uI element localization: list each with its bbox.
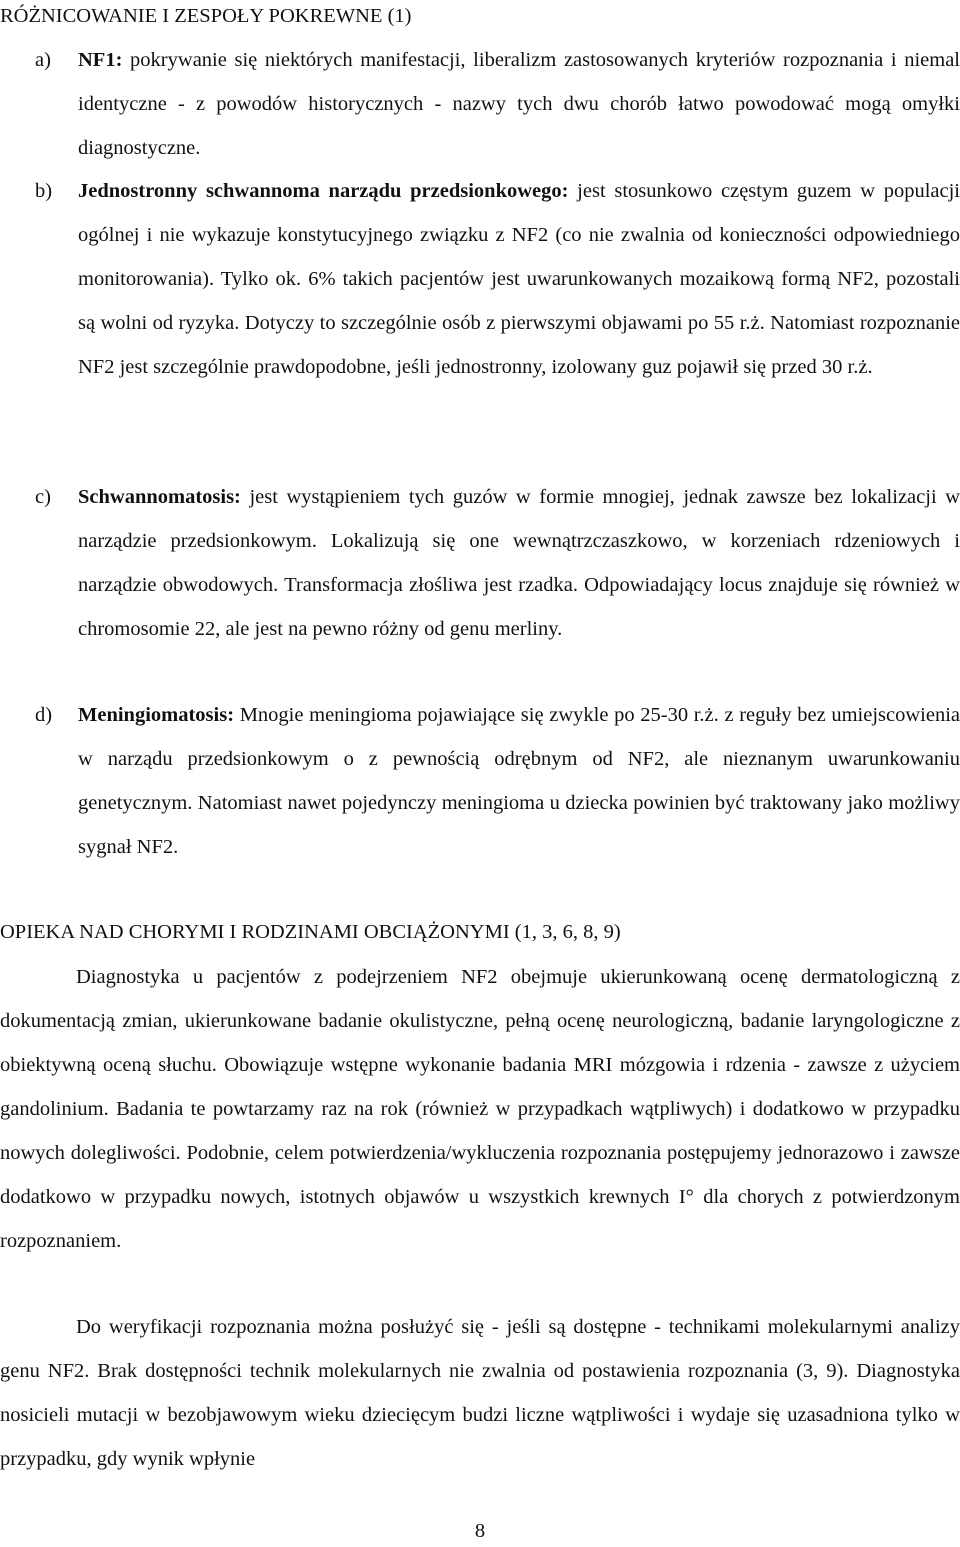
list-marker: c): [35, 486, 51, 508]
page-number: 8: [474, 1520, 486, 1542]
list-item-meningiomatosis: [0, 693, 960, 869]
list-marker: b): [35, 180, 53, 202]
list-item-schwannoma: [0, 169, 960, 389]
list-item-nf1: [0, 38, 960, 170]
list-item-body: [78, 169, 960, 389]
list-marker: d): [35, 704, 53, 726]
body-paragraph-diagnostics: Diagnostyka u pacjentów z podejrzeniem NF2 obejmuje ukierunkowaną ocenę dermatologiczną z dokumentacją zmian, ukierunkowane badanie okulistyczne, pełną ocenę neurologiczną, badanie laryngologiczne z obiektywną oceną słuchu. Obowiązuje wstępne wykonanie badania MRI mózgowia i rdzenia - zawsze z użyciem gandolinium. Badania te powtarzamy raz na rok (również w przypadkach wątpliwych) i dodatkowo w przypadku nowych dolegliwości. Podobnie, celem potwierdzenia/wykluczenia rozpoznania postępujemy jednorazowo i zawsze dodatkowo w przypadku nowych, istotnych objawów u wszystkich krewnych I° dla chorych z potwierdzonym rozpoznaniem.: [0, 966, 960, 1252]
list-item-text: pokrywanie się niektórych manifestacji, liberalizm zastosowanych kryteriów rozpoznania i niemal identyczne - z powodów historycznych - nazwy tych dwu chorób łatwo powodować mogą omyłki diagnostyczne.: [78, 49, 960, 159]
section-heading-differential: RÓŻNICOWANIE I ZESPOŁY POKREWNE (1): [0, 5, 412, 27]
list-item-text: jest stosunkowo częstym guzem w populacji ogólnej i nie wykazuje konstytucyjnego związku z NF2 (co nie zwalnia od konieczności odpowiedniego monitorowania). Tylko ok. 6% takich pacjentów jest uwarunkowanych mozaikową formą NF2, pozostali są wolni od ryzyka. Dotyczy to szczególnie osób z pierwszymi objawami po 55 r.ż. Natomiast rozpoznanie NF2 jest szczególnie prawdopodobne, jeśli jednostronny, izolowany guz pojawił się przed 30 r.ż.: [78, 180, 960, 378]
list-item-text: jest wystąpieniem tych guzów w formie mnogiej, jednak zawsze bez lokalizacji w narządzie przedsionkowym. Lokalizują się one wewnątrzczaszkowo, w korzeniach rdzeniowych i narządzie obwodowych. Transformacja złośliwa jest rzadka. Odpowiadający locus znajduje się również w chromosomie 22, ale jest na pewno różny od genu merliny.: [78, 486, 960, 640]
list-item-schwannomatosis: [0, 475, 960, 651]
list-item-body: [78, 38, 960, 170]
list-marker: a): [35, 49, 51, 71]
list-item-term: Jednostronny schwannoma narządu przedsionkowego:: [78, 180, 569, 202]
list-item-term: Schwannomatosis:: [78, 486, 241, 508]
list-item-body: [78, 693, 960, 869]
list-item-term: NF1:: [78, 49, 123, 71]
list-item-body: [78, 475, 960, 651]
section-heading-care: OPIEKA NAD CHORYMI I RODZINAMI OBCIĄŻONYMI (1, 3, 6, 8, 9): [0, 921, 621, 943]
list-item-text: Mnogie meningioma pojawiające się zwykle po 25-30 r.ż. z reguły bez umiejscowienia w narządu przedsionkowym o z pewnością odrębnym od NF2, ale nieznanym uwarunkowaniu genetycznym. Natomiast nawet pojedynczy meningioma u dziecka powinien być traktowany jako możliwy sygnał NF2.: [78, 704, 960, 858]
list-item-term: Meningiomatosis:: [78, 704, 235, 726]
body-paragraph-molecular: Do weryfikacji rozpoznania można posłużyć się - jeśli są dostępne - technikami molekularnymi analizy genu NF2. Brak dostępności technik molekularnych nie zwalnia od postawienia rozpoznania (3, 9). Diagnostyka nosicieli mutacji w bezobjawowym wieku dziecięcym budzi liczne wątpliwości i wydaje się uzasadniona tylko w przypadku, gdy wynik wpłynie: [0, 1316, 960, 1470]
